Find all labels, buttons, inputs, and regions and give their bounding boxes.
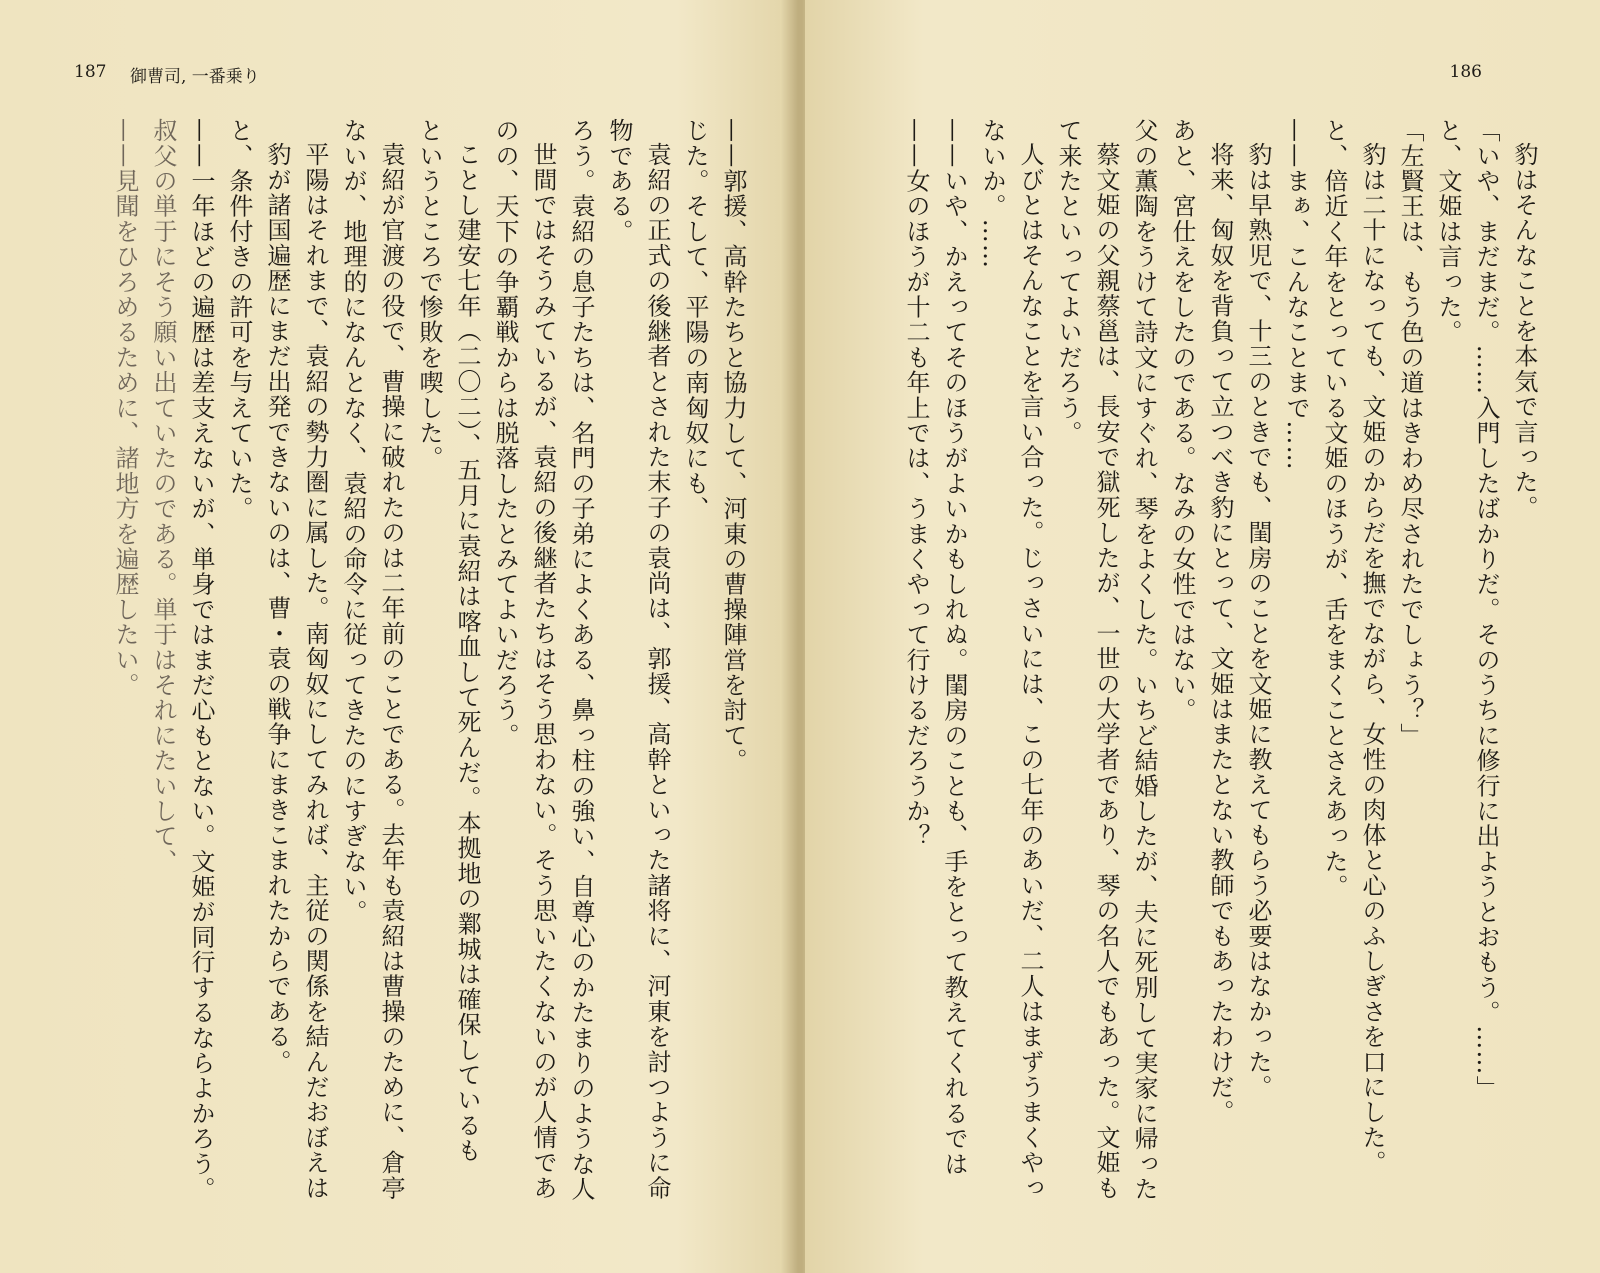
text-line: あと、宮仕えをしたのである。なみの女性ではない。 — [1168, 118, 1196, 723]
text-line: 袁紹の正式の後継者とされた末子の袁尚は、郭援、高幹といった諸将に、河東を討つように命 — [643, 142, 671, 1201]
text-line: 豹は早熟児で、十三のときでも、閨房のことを文姫に教えてもらう必要はなかった。 — [1244, 142, 1272, 1100]
text-line: 世間ではそうみているが、袁紹の後継者たちはそう思わない。そう思いたくないのが人情であ — [529, 142, 557, 1201]
text-line: 人びとはそんなことを言い合った。じっさいには、この七年のあいだ、二人はまずうまくやっ — [1016, 142, 1044, 1201]
text-line: と、文姫は言った。 — [1434, 118, 1462, 345]
text-line: ——まぁ、こんなことまで…… — [1282, 118, 1310, 471]
text-line: 将来、匈奴を背負って立つべき豹にとって、文姫はまたとない教師でもあったわけだ。 — [1206, 142, 1234, 1125]
left-page-body — [62, 118, 752, 1228]
text-line: 蔡文姫の父親蔡邕は、長安で獄死したが、一世の大学者であり、琴の名人でもあった。文姫も — [1092, 142, 1120, 1201]
page-number-left: 187 — [74, 62, 107, 82]
text-line: ——見聞をひろめるために、諸地方を遍歴したい。 — [111, 118, 139, 698]
text-line: ろう。袁紹の息子たちは、名門の子弟によくある、鼻っ柱の強い、自尊心のかたまりのような人 — [567, 118, 595, 1202]
text-line: 袁紹が官渡の役で、曹操に破れたのは二年前のことである。去年も袁紹は曹操のために、倉亭 — [377, 142, 405, 1201]
text-line: ——郭援、高幹たちと協力して、河東の曹操陣営を討て。 — [719, 118, 747, 774]
text-line: 豹は二十になっても、文姫のからだを撫でながら、女性の肉体と心のふしぎさを口にした。 — [1358, 142, 1386, 1176]
right-page-body — [843, 118, 1543, 1228]
page-number-right: 186 — [1449, 62, 1482, 82]
text-line: ないか。…… — [978, 118, 1006, 270]
text-line: じた。そして、平陽の南匈奴にも、 — [681, 118, 709, 522]
text-line: と、条件付きの許可を与えていた。 — [225, 118, 253, 522]
text-line: のの、天下の争覇戦からは脱落したとみてよいだろう。 — [491, 118, 519, 748]
text-line: ことし建安七年（二〇二）、五月に袁紹は喀血して死んだ。本拠地の鄴城は確保しているも — [453, 142, 481, 1164]
right-page — [805, 0, 1600, 1273]
text-line: ——一年ほどの遍歴は差支えないが、単身ではまだ心もとない。文姫が同行するならよかろう。 — [187, 118, 215, 1202]
text-line: と、倍近く年をとっている文姫のほうが、舌をまくことさえあった。 — [1320, 118, 1348, 900]
text-line: 豹が諸国遍歴にまだ出発できないのは、曹・袁の戦争にまきこまれたからである。 — [263, 142, 291, 1075]
text-line: 豹はそんなことを本気で言った。 — [1510, 142, 1538, 520]
text-line: 「いや、まだまだ。……入門したばかりだ。そのうちに修行に出ようとおもう。……」 — [1472, 118, 1500, 1101]
left-page — [0, 0, 795, 1273]
text-line: 叔父の単于にそう願い出ていたのである。単于はそれにたいして、 — [149, 118, 177, 874]
text-line: ——いや、かえってそのほうがよいかもしれぬ。閨房のことも、手をとって教えてくれるでは — [940, 118, 968, 1177]
text-line: 父の薫陶をうけて詩文にすぐれ、琴をよくした。いちど結婚したが、夫に死別して実家に帰った — [1130, 118, 1158, 1202]
text-line: ——女のほうが十二も年上では、うまくやって行けるだろうか？ — [902, 118, 930, 849]
text-line: て来たといってよいだろう。 — [1054, 118, 1082, 446]
text-line: 物である。 — [605, 118, 633, 244]
text-line: 「左賢王は、もう色の道はきわめ尽されたでしょう？」 — [1396, 118, 1424, 748]
running-title: 御曹司, 一番乗り — [130, 67, 260, 87]
text-line: というところで惨敗を喫した。 — [415, 118, 443, 471]
text-line: ないが、地理的になんとなく、袁紹の命令に従ってきたのにすぎない。 — [339, 118, 367, 925]
text-line: 平陽はそれまで、袁紹の勢力圏に属した。南匈奴にしてみれば、主従の関係を結んだおぼえは — [301, 142, 329, 1201]
